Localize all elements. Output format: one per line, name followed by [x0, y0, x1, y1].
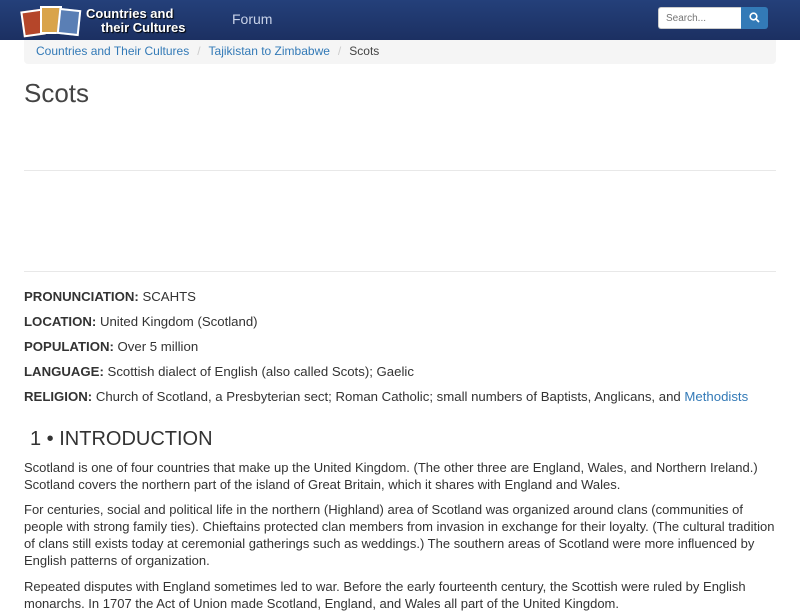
nav-forum-link[interactable]: Forum [232, 11, 273, 27]
logo-line-1: Countries and [86, 6, 174, 21]
fact-label: POPULATION: [24, 339, 114, 354]
breadcrumb-current: Scots [349, 44, 380, 58]
fact-label: PRONUNCIATION: [24, 289, 139, 304]
fact-religion [24, 389, 784, 404]
paragraph: For centuries, social and political life in the northern (Highland) area of Scotland was organized around clans (communities of people with strong family ties). Chieftains protected clan members from invasion in exchange for their loyalty. (The cultural tradition of clans still exists today at ceremonial gatherings such as weddings.) The southern areas of Scotland were more influenced by English patterns of organization. [24, 502, 775, 568]
fact-value: Over 5 million [117, 339, 199, 354]
paragraph: Scotland is one of four countries that make up the United Kingdom. (The other three are England, Wales, and Northern Ireland.) Scotland covers the northern part of the island of Great Britain, which it shares with England and Wales. [24, 460, 758, 492]
fact-value: SCAHTS [142, 289, 196, 304]
site-logo[interactable] [22, 4, 222, 40]
fact-value: Scottish dialect of English (also called Scots); Gaelic [107, 364, 414, 379]
breadcrumb-countries-and-their-cultures[interactable]: Countries and Their Cultures [36, 44, 190, 58]
search-button[interactable] [741, 7, 768, 29]
breadcrumb-separator: / [197, 44, 201, 58]
search-icon [741, 7, 768, 29]
section-heading: 1 • INTRODUCTION [30, 428, 213, 450]
fact-population [24, 339, 784, 354]
fact-location [24, 314, 784, 329]
fact-label: LOCATION: [24, 314, 97, 329]
paragraph: Repeated disputes with England sometimes led to war. Before the early fourteenth century, the Scottish were ruled by English monarchs. In 1707 the Act of Union made Scotland, England, and Wales all part of the United Kingdom. [24, 579, 746, 611]
breadcrumb-separator: / [337, 44, 342, 58]
logo-image [22, 6, 84, 42]
methodists-link[interactable]: Methodists [684, 389, 749, 404]
page-title: Scots [24, 78, 90, 108]
breadcrumb-tajikistan-to-zimbabwe[interactable]: Tajikistan to Zimbabwe [208, 44, 330, 58]
fact-label: LANGUAGE: [24, 364, 104, 379]
divider [24, 271, 776, 272]
divider [24, 170, 776, 171]
top-navbar [0, 0, 800, 40]
search-input[interactable] [658, 7, 741, 29]
fact-value: Church of Scotland, a Presbyterian sect; Roman Catholic; small numbers of Baptists, Anglicans, and [95, 389, 681, 404]
fact-pronunciation [24, 289, 784, 304]
fact-value: United Kingdom (Scotland) [99, 314, 258, 329]
logo-line-2: their Cultures [101, 20, 186, 35]
fact-label: RELIGION: [24, 389, 93, 404]
breadcrumb [24, 40, 776, 64]
fact-language [24, 364, 784, 379]
logo-text [86, 7, 186, 35]
